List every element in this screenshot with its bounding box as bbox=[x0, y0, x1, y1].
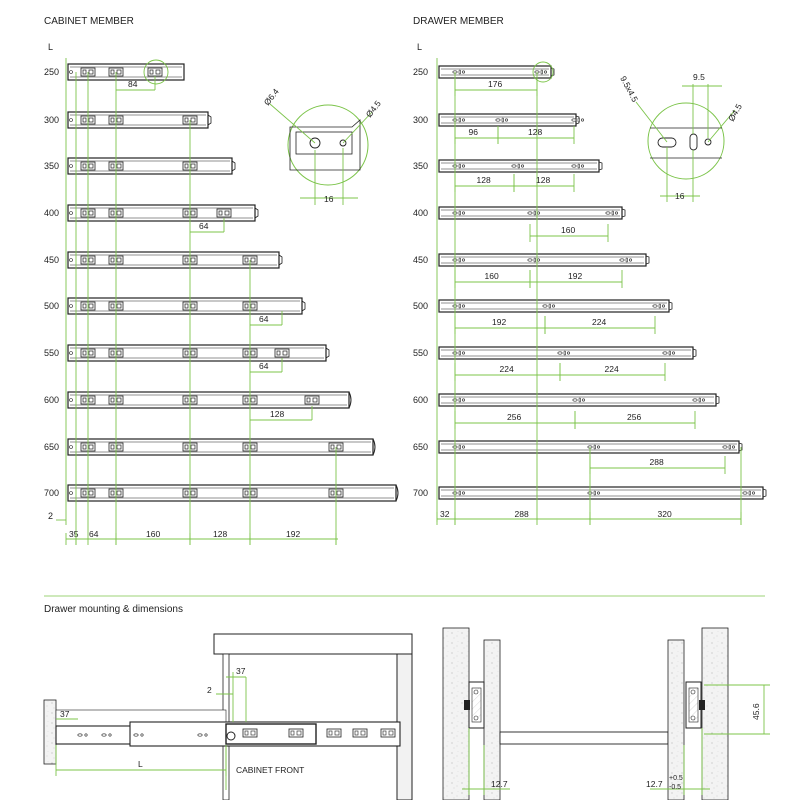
drawer-callout-label: 224 bbox=[499, 364, 514, 374]
drawer-member-section bbox=[413, 16, 766, 525]
drawer-length-labels bbox=[413, 67, 428, 498]
front-dim-height: 45.6 bbox=[751, 703, 761, 720]
cabinet-length-label: 450 bbox=[44, 255, 60, 265]
drawer-rail bbox=[439, 114, 584, 126]
drawer-callout-label: 128 bbox=[476, 175, 491, 185]
drawer-callout-label: 192 bbox=[492, 317, 507, 327]
cabinet-length-labels bbox=[44, 67, 59, 498]
drawer-callout-label: 128 bbox=[528, 127, 543, 137]
drawer-rail bbox=[439, 347, 696, 359]
drawer-length-label: 700 bbox=[413, 488, 429, 498]
drawer-callout-label: 256 bbox=[507, 412, 522, 422]
cabinet-rail bbox=[68, 485, 398, 501]
cabinet-length-label: 550 bbox=[44, 348, 60, 358]
side-dim-L: L bbox=[138, 759, 143, 769]
cabinet-top-panel bbox=[214, 634, 412, 654]
drawer-rail-hole bbox=[572, 118, 584, 122]
rail-hole-pair bbox=[275, 349, 289, 357]
side-dim-37-top: 37 bbox=[236, 666, 246, 676]
drawer-length-label: 550 bbox=[413, 348, 429, 358]
cabinet-length-label: 500 bbox=[44, 301, 60, 311]
drawer-rail bbox=[439, 254, 649, 266]
cabinet-bottom-dim-label: 35 bbox=[69, 529, 79, 539]
drawer-callout-label: 128 bbox=[536, 175, 551, 185]
mounting-title: Drawer mounting & dimensions bbox=[44, 604, 183, 615]
cabinet-detail-hole-small: Ø4.5 bbox=[363, 98, 383, 120]
cabinet-bottom-dim-label: 128 bbox=[213, 529, 228, 539]
drawer-length-label: 450 bbox=[413, 255, 429, 265]
drawer-hole-detail bbox=[618, 72, 744, 202]
cabinet-bottom-dim-label: 160 bbox=[146, 529, 161, 539]
drawer-bottom-panel bbox=[500, 732, 668, 744]
drawer-callout-label: 224 bbox=[592, 317, 607, 327]
mounting-side-view bbox=[44, 634, 412, 800]
right-cabinet-wall bbox=[702, 628, 728, 800]
cabinet-rail bbox=[68, 345, 329, 361]
cabinet-callout-label: 64 bbox=[259, 361, 269, 371]
cabinet-length-label: 350 bbox=[44, 161, 60, 171]
front-tol-minus: -0.5 bbox=[669, 784, 682, 791]
drawer-detail-slot: 9.5x4.5 bbox=[618, 74, 641, 104]
rail-hole-pair bbox=[148, 68, 162, 76]
drawer-callout-label: 288 bbox=[649, 457, 664, 467]
cabinet-callout-label: 64 bbox=[199, 221, 209, 231]
cabinet-length-label: 650 bbox=[44, 442, 60, 452]
drawer-detail-hole-small: Ø4.5 bbox=[726, 102, 744, 123]
cabinet-front-label: CABINET FRONT bbox=[236, 765, 305, 775]
cabinet-length-label: 400 bbox=[44, 208, 60, 218]
drawer-bottom-dims bbox=[437, 509, 741, 525]
drawer-bottom-dim-label: 320 bbox=[657, 509, 672, 519]
drawer-detail-spacing: 16 bbox=[675, 191, 685, 201]
drawer-length-label: 500 bbox=[413, 301, 429, 311]
cabinet-l-label: L bbox=[48, 42, 54, 52]
drawer-callout-label: 96 bbox=[468, 127, 478, 137]
drawer-rail bbox=[439, 487, 766, 499]
drawer-callout-label: 176 bbox=[488, 79, 503, 89]
cabinet-title: CABINET MEMBER bbox=[44, 16, 134, 27]
side-dim-2: 2 bbox=[207, 685, 212, 695]
cabinet-offset-label: 2 bbox=[48, 511, 54, 521]
cabinet-detail-hole-large: Ø6.4 bbox=[261, 86, 281, 108]
front-dim-left: 12.7 bbox=[491, 779, 508, 789]
drawer-callout-label: 224 bbox=[604, 364, 619, 374]
drawer-length-label: 400 bbox=[413, 208, 429, 218]
drawer-length-label: 650 bbox=[413, 442, 429, 452]
front-dim-right: 12.7 bbox=[646, 779, 663, 789]
drawer-detail-slot-spacing: 9.5 bbox=[693, 72, 705, 82]
drawer-length-label: 250 bbox=[413, 67, 429, 77]
cabinet-callout-label: 128 bbox=[270, 409, 285, 419]
drawer-rail bbox=[439, 394, 719, 406]
cabinet-rail bbox=[68, 298, 305, 314]
cabinet-bottom-dim-label: 64 bbox=[89, 529, 99, 539]
drawer-rail bbox=[439, 160, 602, 172]
cabinet-length-label: 250 bbox=[44, 67, 60, 77]
drawer-rail bbox=[439, 441, 742, 453]
drawer-rail bbox=[439, 300, 672, 312]
drawer-callout-label: 160 bbox=[561, 225, 576, 235]
drawer-front-panel bbox=[44, 700, 56, 764]
rail-hole-pair bbox=[305, 396, 319, 404]
cabinet-rail bbox=[68, 439, 375, 455]
drawer-title: DRAWER MEMBER bbox=[413, 16, 504, 27]
drawer-length-label: 600 bbox=[413, 395, 429, 405]
side-dim-37-left: 37 bbox=[60, 709, 70, 719]
left-drawer-side bbox=[484, 640, 500, 800]
cabinet-callout-label: 64 bbox=[259, 314, 269, 324]
rail-hole-pair bbox=[217, 209, 231, 217]
cabinet-member-section bbox=[44, 16, 398, 545]
cabinet-hole-detail bbox=[262, 86, 383, 205]
cabinet-callout-label: 84 bbox=[128, 79, 138, 89]
drawer-callout-label: 160 bbox=[484, 271, 499, 281]
left-cabinet-wall bbox=[443, 628, 469, 800]
drawer-callout-label: 192 bbox=[568, 271, 583, 281]
drawer-length-label: 300 bbox=[413, 115, 429, 125]
drawer-bottom-dim-label: 288 bbox=[514, 509, 529, 519]
drawer-l-label: L bbox=[417, 42, 423, 52]
cabinet-length-label: 700 bbox=[44, 488, 60, 498]
cabinet-rail bbox=[68, 158, 235, 174]
drawer-rail bbox=[439, 207, 625, 219]
front-tol-plus: +0.5 bbox=[669, 775, 683, 782]
cabinet-detail-spacing: 16 bbox=[324, 194, 334, 204]
drawer-length-label: 350 bbox=[413, 161, 429, 171]
cabinet-bottom-dim-label: 192 bbox=[286, 529, 301, 539]
cabinet-rail bbox=[68, 205, 258, 221]
drawer-callout-label: 256 bbox=[627, 412, 642, 422]
drawer-bottom-dim-label: 32 bbox=[440, 509, 450, 519]
mounting-front-view bbox=[443, 628, 770, 800]
cabinet-rail bbox=[68, 392, 351, 408]
cabinet-length-label: 600 bbox=[44, 395, 60, 405]
cabinet-bottom-dims bbox=[66, 529, 336, 545]
cabinet-length-label: 300 bbox=[44, 115, 60, 125]
